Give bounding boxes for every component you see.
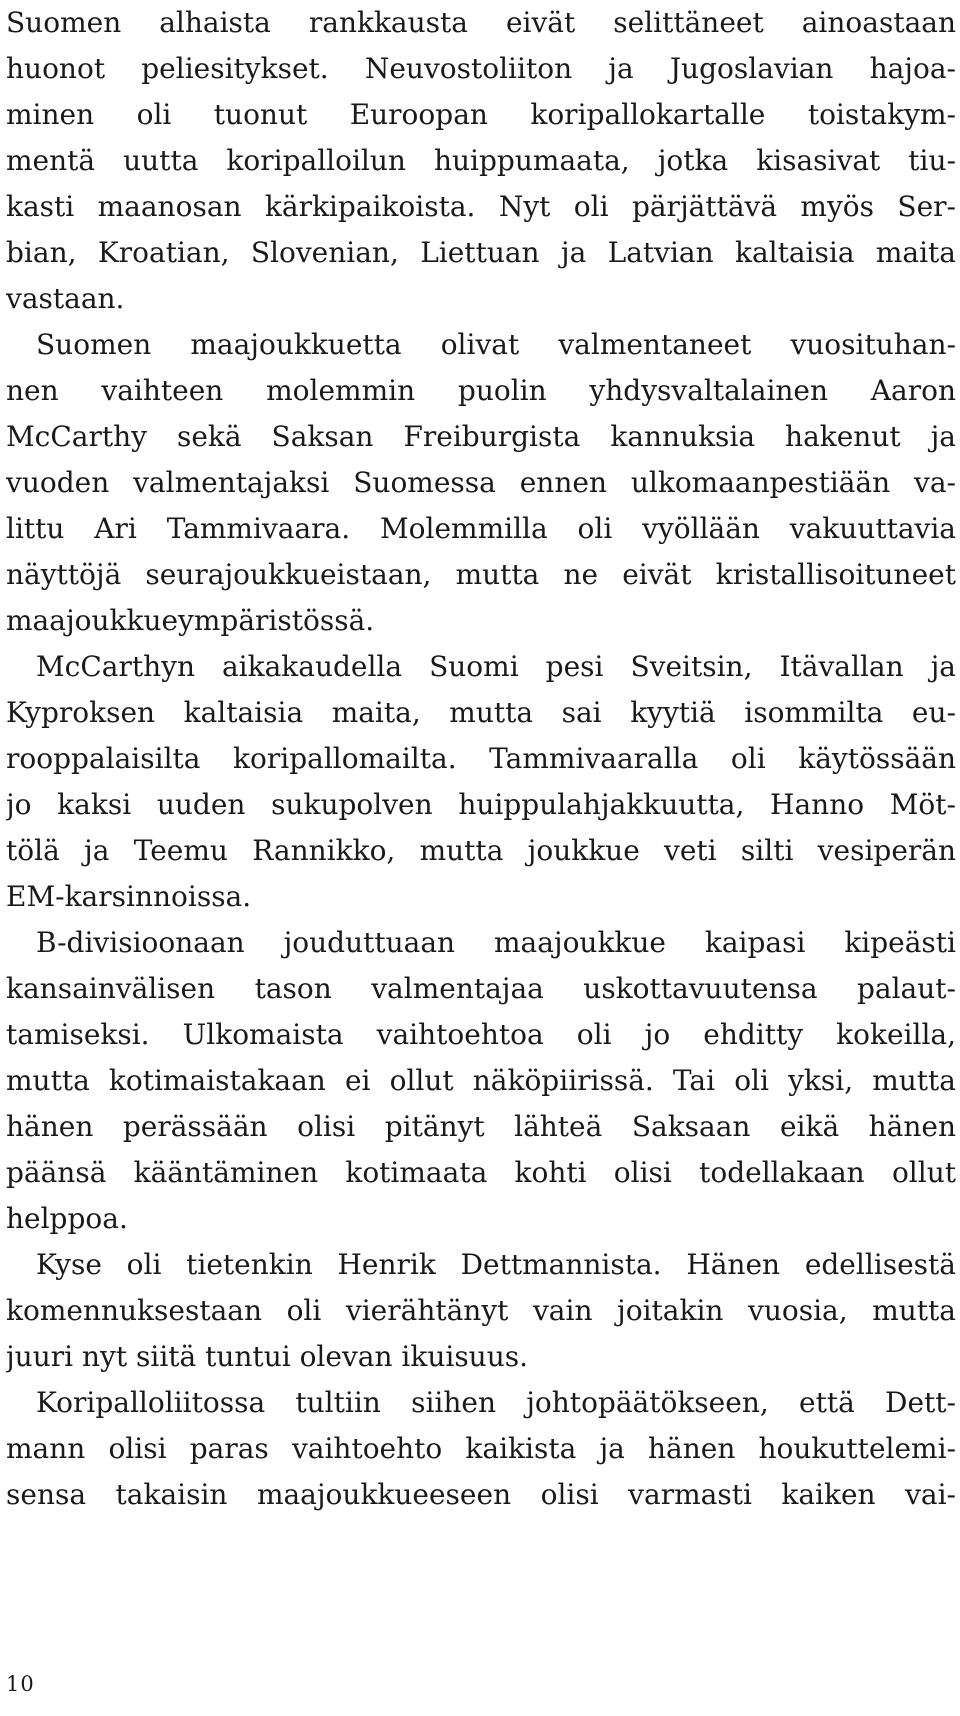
text-line: B-divisioonaan jouduttuaan maajoukkue kaipasi kipeästi (36, 926, 956, 959)
text-line: Kyproksen kaltaisia maita, mutta sai kyytiä isommilta eu- (6, 696, 956, 729)
text-line: maajoukkueympäristössä. (6, 604, 375, 637)
paragraph-5 (6, 1242, 956, 1380)
text-line: McCarthy sekä Saksan Freiburgista kannuksia hakenut ja (6, 420, 956, 453)
text-line: jo kaksi uuden sukupolven huippulahjakkuutta, Hanno Möt- (6, 788, 956, 821)
text-line: tölä ja Teemu Rannikko, mutta joukkue veti silti vesiperän (6, 834, 956, 867)
paragraph-2 (6, 322, 956, 644)
text-line: mann olisi paras vaihtoehto kaikista ja hänen houkuttelemi- (6, 1432, 956, 1465)
text-line: kasti maanosan kärkipaikoista. Nyt oli pärjättävä myös Ser- (6, 190, 956, 223)
body-text (6, 0, 956, 1518)
text-line: kansainvälisen tason valmentajaa uskottavuutensa palaut- (6, 972, 956, 1005)
text-line: näyttöjä seurajoukkueistaan, mutta ne eivät kristallisoituneet (6, 558, 956, 591)
paragraph-3 (6, 644, 956, 920)
text-line: bian, Kroatian, Slovenian, Liettuan ja Latvian kaltaisia maita (6, 236, 956, 269)
paragraph-1 (6, 0, 956, 322)
text-line: hänen perässään olisi pitänyt lähteä Saksaan eikä hänen (6, 1110, 956, 1143)
text-line: vuoden valmentajaksi Suomessa ennen ulkomaanpestiään va- (6, 466, 956, 499)
text-line: littu Ari Tammivaara. Molemmilla oli vyöllään vakuuttavia (6, 512, 956, 545)
text-line: mutta kotimaistakaan ei ollut näköpiirissä. Tai oli yksi, mutta (6, 1064, 956, 1097)
text-line: sensa takaisin maajoukkueeseen olisi varmasti kaiken vai- (6, 1478, 956, 1511)
paragraph-4 (6, 920, 956, 1242)
text-line: vastaan. (6, 282, 125, 315)
text-line: tamiseksi. Ulkomaista vaihtoehtoa oli jo ehditty kokeilla, (6, 1018, 956, 1051)
text-line: komennuksestaan oli vierähtänyt vain joitakin vuosia, mutta (6, 1294, 956, 1327)
paragraph-6 (6, 1380, 956, 1518)
text-line: mentä uutta koripalloilun huippumaata, jotka kisasivat tiu- (6, 144, 956, 177)
text-line: minen oli tuonut Euroopan koripallokartalle toistakym- (6, 98, 956, 131)
text-line: Koripalloliitossa tultiin siihen johtopäätökseen, että Dett- (36, 1386, 956, 1419)
text-line: Kyse oli tietenkin Henrik Dettmannista. Hänen edellisestä (36, 1248, 956, 1281)
text-line: juuri nyt siitä tuntui olevan ikuisuus. (6, 1340, 529, 1373)
text-line: McCarthyn aikakaudella Suomi pesi Sveitsin, Itävallan ja (36, 650, 956, 683)
text-line: Suomen maajoukkuetta olivat valmentaneet vuosituhan- (36, 328, 956, 361)
text-line: päänsä kääntäminen kotimaata kohti olisi todellakaan ollut (6, 1156, 956, 1189)
text-line: EM-karsinnoissa. (6, 880, 252, 913)
text-line: Suomen alhaista rankkausta eivät selittäneet ainoastaan (6, 6, 956, 39)
text-line: rooppalaisilta koripallomailta. Tammivaaralla oli käytössään (6, 742, 956, 775)
text-line: huonot peliesitykset. Neuvostoliiton ja Jugoslavian hajoa- (6, 52, 956, 85)
text-line: nen vaihteen molemmin puolin yhdysvaltalainen Aaron (6, 374, 956, 407)
page-number: 10 (6, 1672, 35, 1696)
text-line: helppoa. (6, 1202, 128, 1235)
